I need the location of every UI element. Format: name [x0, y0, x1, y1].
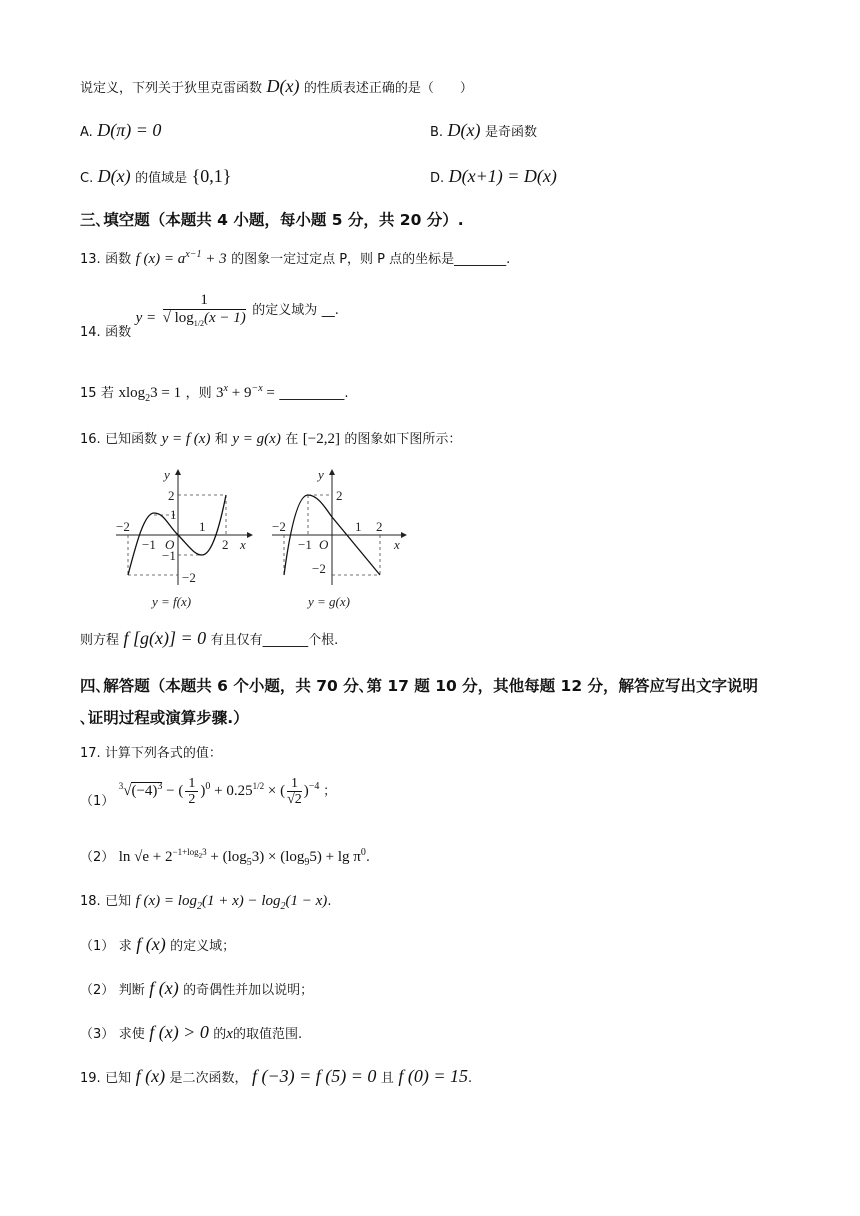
graph-g-label-y: y — [318, 467, 324, 482]
q17-p1-root-sup: 3 — [157, 781, 163, 793]
q19-expr1: f (x) — [135, 1066, 166, 1086]
q12-stem-tail: 的性质表述正确的是（ ） — [303, 81, 473, 96]
q15-mid: ，则 — [185, 386, 212, 401]
q16-in: 在 — [285, 432, 299, 447]
q18-p2-expr: f (x) — [149, 978, 179, 998]
q13-expr-exp: x−1 — [185, 249, 202, 260]
q18-part3 — [80, 1022, 302, 1043]
q16 — [80, 428, 461, 448]
graph-g-label-one: 1 — [355, 519, 362, 534]
q16-and: 和 — [214, 432, 228, 447]
q15-expr1-a: xlog — [118, 385, 146, 401]
graph-g-label-origin: O — [319, 537, 329, 552]
q17-p2-end: . — [365, 850, 371, 865]
q14 — [80, 292, 339, 341]
q13-num: 13. — [80, 252, 101, 267]
q18-expr-a: f (x) = log — [135, 893, 197, 909]
q18-expr — [135, 893, 328, 912]
q17-p1-frac2 — [287, 776, 302, 808]
q15-end: . — [344, 386, 349, 401]
q17-p2-b-sub: 5 — [246, 857, 252, 868]
q13 — [80, 248, 510, 268]
q12-option-d — [430, 166, 557, 187]
q17-p1-exp-num: 1 — [252, 781, 258, 792]
graph-f-label-one: 1 — [199, 519, 206, 534]
q14-arg: (x − 1) — [203, 309, 246, 326]
q18-p1-label: （1） — [80, 939, 115, 954]
q17-num: 17. — [80, 746, 101, 761]
q17-p1-frac2-num: 1 — [287, 776, 302, 792]
graph-g-label-y-two: 2 — [336, 488, 343, 503]
q17-p2-label: （2） — [80, 850, 115, 865]
q18-stem — [80, 890, 331, 912]
option-c-text: 的值域是 — [135, 171, 188, 186]
section4-title-line1: 四､解答题（本题共 6 个小题，共 70 分､第 17 题 10 分，其他每题 12 分，解答应写出文字说明 — [80, 677, 759, 695]
q12-func: D(x) — [266, 76, 300, 96]
q14-num: 14. — [80, 325, 101, 341]
graph-f-label-y: y — [164, 467, 170, 482]
graph-f-label-neg-one: −1 — [142, 537, 156, 552]
option-a-expr: D(π) = 0 — [97, 120, 162, 140]
q15-expr1-tail: 3 = 1 — [150, 385, 182, 401]
q18-expr-sub1: 2 — [196, 901, 202, 912]
q18-expr-sub2: 2 — [280, 901, 286, 912]
graph-g-label-y-neg-two: −2 — [312, 561, 326, 576]
q13-pre: 函数 — [105, 252, 132, 267]
q14-denominator: √ $\log_{1/2}(x - 1)$ — [162, 309, 246, 328]
graph-f-label-origin: O — [165, 537, 175, 552]
q17-p2-expr — [118, 847, 366, 868]
q17-p1-frac1-den: 2 — [188, 792, 196, 808]
q13-blank: ________ — [454, 252, 507, 267]
q15-expr2-b: + 9 — [231, 385, 252, 401]
q17-p2-c-sub: 9 — [304, 857, 310, 868]
section4-title-line2: ､证明过程或演算步骤.） — [80, 709, 249, 727]
q16-tail-end: 个根. — [308, 633, 339, 648]
q14-end: . — [334, 303, 339, 319]
q19-expr2: f (−3) = f (5) = 0 — [252, 1066, 377, 1086]
q16-num: 16. — [80, 432, 101, 447]
q19-pre: 已知 — [105, 1071, 132, 1086]
q17-p2-a-sup-tail: 3 — [202, 847, 207, 857]
option-d-expr: D(x+1) = D(x) — [448, 166, 557, 186]
q19 — [80, 1066, 472, 1087]
q17-text: 计算下列各式的值： — [104, 746, 222, 761]
graph-g-label-neg-two: −2 — [272, 519, 286, 534]
q16-tail-pre: 则方程 — [80, 633, 120, 648]
q18-p3-post: 的取值范围. — [232, 1027, 303, 1042]
q17-part2 — [80, 846, 370, 868]
q18-p3-expr: f (x) > 0 — [149, 1022, 209, 1042]
q18-p3-label: （3） — [80, 1027, 115, 1042]
q17-p1-plus: + 0.25 — [214, 783, 253, 800]
graph-g-label-neg-one: −1 — [298, 537, 312, 552]
q17-p1-frac1-num: 1 — [185, 776, 198, 792]
q12-option-c — [80, 166, 231, 187]
q15-expr1 — [118, 385, 182, 404]
graph-f-caption: y = f(x) — [152, 594, 192, 609]
q15 — [80, 382, 348, 404]
q17-p2-a-sup: −1+log — [172, 847, 199, 857]
q15-expr2 — [216, 385, 275, 401]
graph-f-label-y-two: 2 — [168, 488, 175, 503]
graph-g-caption: y = g(x) — [308, 594, 350, 609]
q17-p1-root-body: (−4) — [131, 783, 158, 800]
q15-expr1-sub: 2 — [145, 393, 151, 404]
q17-p1-end: ； — [323, 784, 337, 800]
graph-f-label-neg-two: −2 — [116, 519, 130, 534]
q14-numerator: 1 — [163, 292, 246, 310]
q15-blank: __________ — [279, 386, 345, 401]
q17-p1-frac1-sup: 0 — [205, 781, 211, 793]
option-c-expr: D(x) — [97, 166, 131, 186]
q14-log-base-den: 2 — [199, 318, 204, 328]
graph-f-label-two: 2 — [222, 537, 229, 552]
q12-option-b — [430, 120, 537, 141]
q16-tail-expr: f [g(x)] = 0 — [123, 628, 207, 648]
q17-p1-root-index: 3 — [118, 781, 124, 792]
q12-stem-text: 说定义，下列关于狄里克雷函数 — [80, 81, 263, 96]
graph-g-label-two: 2 — [376, 519, 383, 534]
q15-expr2-b-sup: −x — [251, 383, 263, 394]
q15-pre: 若 — [101, 386, 115, 401]
q18-part2 — [80, 978, 313, 999]
q16-pre: 已知函数 — [105, 432, 158, 447]
option-a-label: A. — [80, 125, 93, 140]
option-d-label: D. — [430, 171, 445, 186]
q17-p1-expr: $^3√(-4)^3$ − ( $\frac{1}{2}$ )$^0 + 0.25^{1/2}$ × ( $\frac{1}{√2}$ )$^{-4}$ — [118, 776, 320, 808]
q17-p2-a: ln √e + 2 — [118, 849, 173, 865]
graph-f — [112, 465, 257, 615]
q18-p2-post: 的奇偶性并加以说明； — [183, 983, 314, 998]
q19-expr3: f (0) = 15 — [398, 1066, 468, 1086]
q15-expr2-a-sup: x — [223, 383, 228, 394]
q18-expr-mid: (1 + x) − log — [201, 893, 281, 909]
q18-num: 18. — [80, 894, 101, 909]
graph-f-label-y-neg-two: −2 — [182, 570, 196, 585]
q19-end: . — [468, 1071, 473, 1086]
q18-p1-post: 的定义域； — [170, 939, 236, 954]
q13-expr-tail: + 3 — [205, 251, 227, 267]
q18-expr-tail: (1 − x) — [285, 893, 328, 909]
q16-post: 的图象如下图所示： — [344, 432, 462, 447]
q14-log: log — [174, 309, 194, 326]
option-b-label: B. — [430, 125, 444, 140]
q14-pre: 函数 — [105, 325, 132, 341]
q16-tail — [80, 628, 338, 649]
q14-fraction — [163, 292, 246, 328]
q16-tail-mid: 有且仅有 — [210, 633, 263, 648]
q19-mid2: 且 — [380, 1071, 394, 1086]
q12-option-a — [80, 120, 161, 141]
q17-p2-c-sup: 0 — [360, 847, 366, 858]
q17-p2-a-sup-sub: 2 — [198, 851, 203, 860]
q13-post: 的图象一定过定点 P，则 P 点的坐标是 — [231, 252, 455, 267]
q19-num: 19. — [80, 1071, 101, 1086]
q13-expr-base: f (x) = a — [135, 251, 186, 267]
q14-post: 的定义域为 — [252, 303, 318, 319]
option-b-text: 是奇函数 — [484, 125, 537, 140]
q16-tail-blank: _______ — [262, 633, 309, 648]
q13-end: . — [506, 252, 511, 267]
q17-p1-exp-den: 2 — [259, 781, 265, 792]
q17-p2-b-tail: 3) × (log — [251, 849, 305, 865]
q18-pre: 已知 — [105, 894, 132, 909]
q14-log-base-num: 1 — [193, 318, 198, 328]
q17-p2-c-tail: 5) + lg π — [309, 849, 361, 865]
q15-num: 15 — [80, 386, 97, 401]
q18-p2-pre: 判断 — [118, 983, 145, 998]
option-c-label: C. — [80, 171, 94, 186]
graph-g — [268, 465, 413, 615]
q18-part1 — [80, 934, 235, 955]
q17-p1-frac2-den: √2 — [287, 792, 302, 808]
option-b-expr: D(x) — [447, 120, 481, 140]
q15-expr2-a: 3 — [216, 385, 224, 401]
graph-f-label-y-one: 1 — [170, 507, 177, 522]
q18-p3-x: x — [226, 1026, 233, 1042]
q17-part1 — [80, 776, 336, 808]
q17-p1-frac1 — [185, 776, 198, 808]
q15-expr2-eq: = — [266, 385, 275, 401]
q17-p2-b: + (log — [210, 849, 247, 865]
q17-p1-label: （1） — [80, 794, 115, 810]
graph-g-label-x: x — [394, 537, 400, 552]
q17-p1-frac2-sup: −4 — [308, 781, 320, 793]
q13-expr — [136, 251, 227, 267]
q18-p1-expr: f (x) — [136, 934, 166, 954]
q16-g: y = g(x) — [232, 431, 281, 447]
q17-p1-times: × — [267, 783, 277, 800]
q14-y: y = — [135, 310, 157, 327]
section3-title: 三､填空题（本题共 4 小题，每小题 5 分，共 20 分）. — [80, 211, 464, 229]
q17-p1-minus: − — [166, 783, 175, 800]
q18-p2-label: （2） — [80, 983, 115, 998]
q12-stem — [80, 76, 473, 97]
graph-f-label-y-neg-one: −1 — [162, 548, 176, 563]
q18-p1-pre: 求 — [118, 939, 132, 954]
q16-interval: [−2,2] — [302, 431, 340, 447]
q17-stem — [80, 742, 222, 761]
graph-f-label-x: x — [240, 537, 246, 552]
option-c-set: {0,1} — [191, 166, 232, 186]
q19-mid1: 是二次函数， — [169, 1071, 248, 1086]
q18-end: . — [327, 894, 332, 909]
q16-f: y = f (x) — [161, 431, 211, 447]
q14-blank: __ — [321, 303, 335, 319]
q18-p3-mid: 的 — [213, 1027, 227, 1042]
q18-p3-pre: 求使 — [118, 1027, 145, 1042]
